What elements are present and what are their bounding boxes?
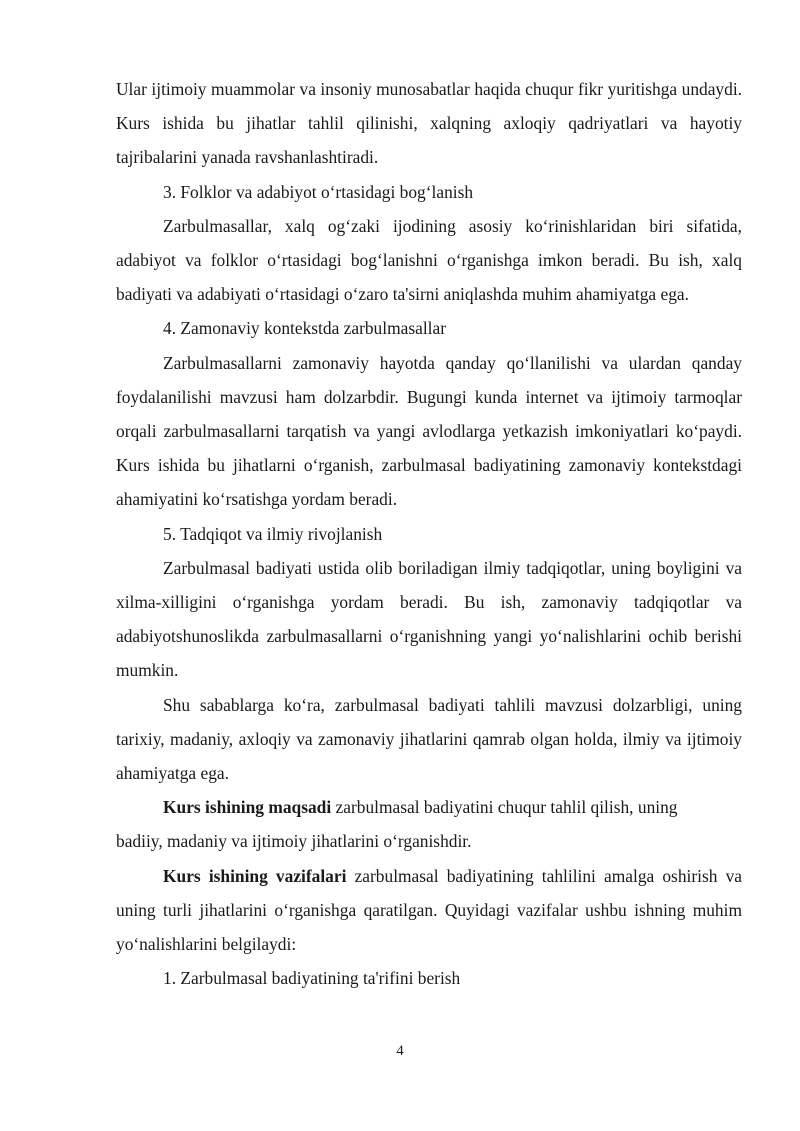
goal-text-line1: zarbulmasal badiyatini chuqur tahlil qilish, uning bbox=[331, 797, 678, 818]
paragraph-tasks bbox=[116, 859, 742, 962]
paragraph-goal bbox=[116, 790, 742, 858]
tasks-text: zarbulmasal badiyatining tahlilini amalga oshirish va uning turli jihatlarini oʻrganishga qaratilgan. Quyidagi vazifalar ushbu ishning muhim yoʻnalishlarini belgilaydi: bbox=[116, 865, 742, 955]
paragraph-folklor: Zarbulmasallar, xalq ogʻzaki ijodining asosiy koʻrinishlaridan biri sifatida, adabiyot va folklor oʻrtasidagi bogʻlanishni oʻrganishga imkon beradi. Bu ish, xalq badiyati va adabiyati oʻrtasidagi oʻzaro ta'sirni aniqlashda muhim ahamiyatga ega. bbox=[116, 215, 742, 305]
goal-text-line2: badiiy, madaniy va ijtimoiy jihatlarini oʻrganishdir. bbox=[116, 831, 472, 852]
tasks-label: Kurs ishining vazifalari bbox=[163, 865, 347, 886]
task-item-1: 1. Zarbulmasal badiyatining ta'rifini berish bbox=[163, 968, 461, 989]
page-body bbox=[116, 72, 742, 995]
paragraph-zamonaviy: Zarbulmasallarni zamonaviy hayotda qanday qoʻllanilishi va ulardan qanday foydalanilishi mavzusi ham dolzarbdir. Bugungi kunda internet va ijtimoiy tarmoqlar orqali zarbulmasallarni tarqatish va yangi avlodlarga yetkazish imkoniyatlari koʻpaydi. Kurs ishida bu jihatlarni oʻrganish, zarbulmasal badiyatining zamonaviy kontekstdagi ahamiyatini koʻrsatishga yordam beradi. bbox=[116, 352, 742, 510]
paragraph-conclusion: Shu sabablarga koʻra, zarbulmasal badiyati tahlili mavzusi dolzarbligi, uning tarixiy, madaniy, axloqiy va zamonaviy jihatlarini qamrab olgan holda, ilmiy va ijtimoiy ahamiyatga ega. bbox=[116, 694, 742, 784]
section-heading-3: 3. Folklor va adabiyot oʻrtasidagi bogʻlanish bbox=[163, 181, 474, 202]
page-number: 4 bbox=[396, 1043, 404, 1059]
section-heading-4: 4. Zamonaviy kontekstda zarbulmasallar bbox=[163, 318, 446, 339]
section-heading-5: 5. Tadqiqot va ilmiy rivojlanish bbox=[163, 523, 383, 544]
goal-label: Kurs ishining maqsadi bbox=[163, 797, 332, 818]
paragraph-tadqiqot: Zarbulmasal badiyati ustida olib boriladigan ilmiy tadqiqotlar, uning boyligini va xilma-xilligini oʻrganishga yordam beradi. Bu ish, zamonaviy tadqiqotlar va adabiyotshunoslikda zarbulmasallarni oʻrganishning yangi yoʻnalishlarini ochib berishi mumkin. bbox=[116, 557, 742, 681]
paragraph-intro: Ular ijtimoiy muammolar va insoniy munosabatlar haqida chuqur fikr yuritishga undaydi. Kurs ishida bu jihatlar tahlil qilinishi, xalqning axloqiy qadriyatlari va hayotiy tajribalarini yanada ravshanlashtiradi. bbox=[116, 79, 742, 168]
